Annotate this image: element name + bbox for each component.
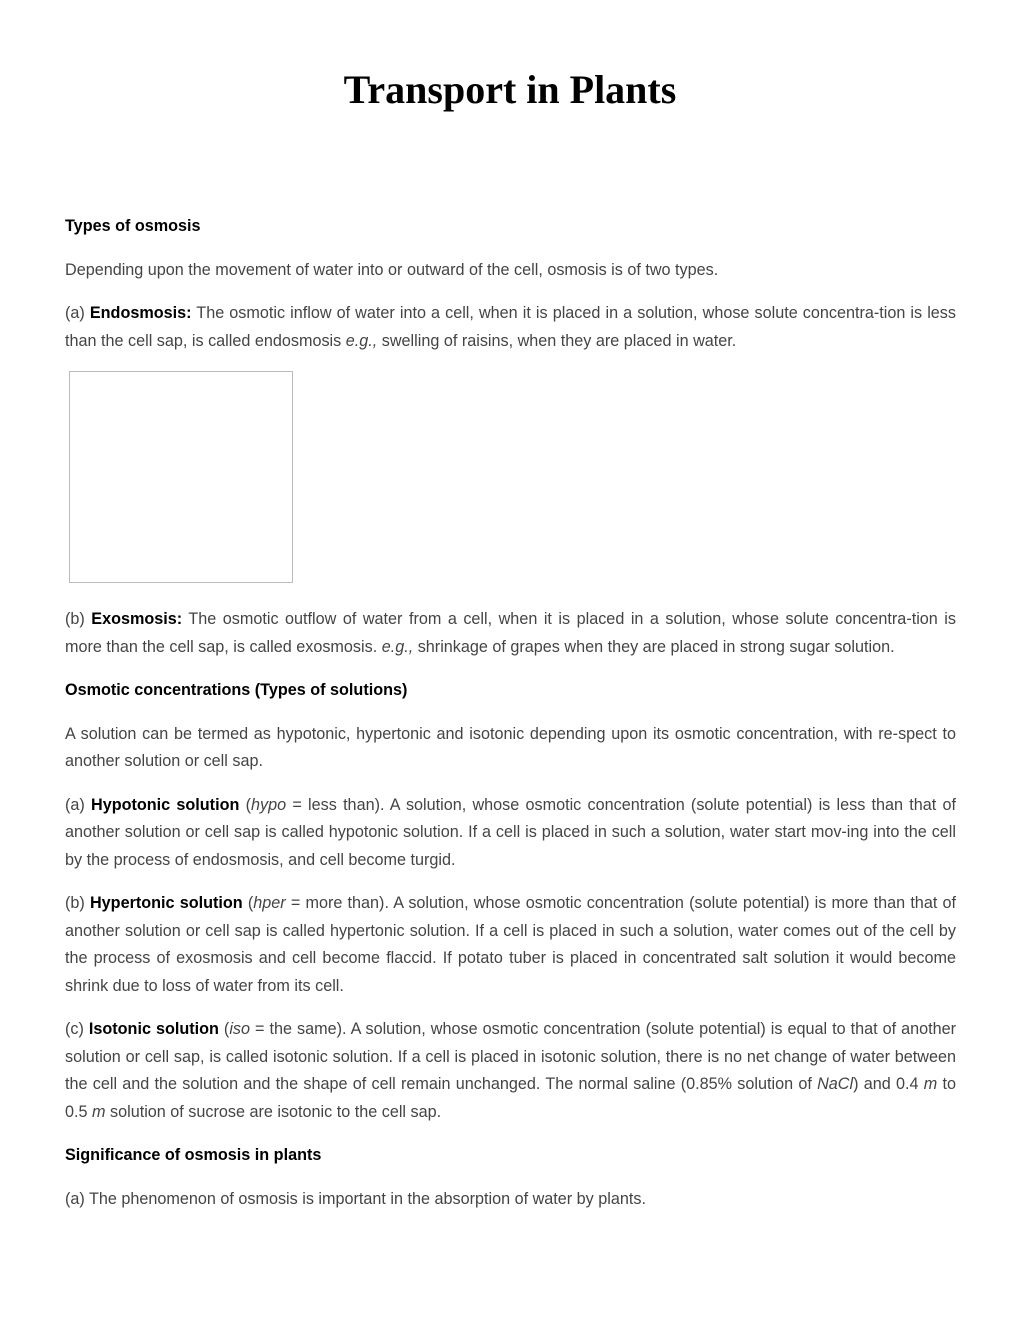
italic-text: e.g.,	[345, 331, 378, 350]
text-run: (	[242, 894, 254, 912]
italic-text: iso	[229, 1020, 251, 1038]
term: Exosmosis:	[91, 610, 183, 628]
text-run: (	[218, 1020, 230, 1038]
section-heading: Types of osmosis	[65, 217, 201, 235]
term: Isotonic solution	[88, 1020, 219, 1038]
term: Endosmosis:	[89, 304, 192, 322]
term: Hypertonic solution	[89, 894, 243, 912]
text-run: = the same). A solution, whose osmotic concentration (solute potential) is equal to that of another solution or cell sap, is called isotonic solution. If a cell is placed in isotonic solution, there is no net change of water between the cell and the solution and the shape of cell remain unchanged. The normal saline (0.85% solution of	[65, 1020, 957, 1093]
text-run: (	[239, 795, 251, 814]
term: Hypotonic solution	[91, 795, 240, 814]
text-run: (a) The phenomenon of osmosis is important in the absorption of water by plants.	[65, 1189, 646, 1208]
document-body	[65, 213, 956, 1229]
page-title: Transport in Plants	[343, 67, 677, 112]
paragraph	[65, 721, 956, 776]
paragraph	[65, 257, 956, 285]
text-run: (b)	[65, 610, 92, 628]
text-run: The osmotic inflow of water into a cell, when it is placed in a solution, whose solute concentra-tion is less than the cell sap, is called endosmosis	[65, 304, 956, 350]
italic-text: NaCl	[817, 1075, 854, 1093]
figure-placeholder	[69, 371, 293, 583]
italic-text: m	[92, 1102, 106, 1121]
paragraph	[65, 606, 956, 661]
paragraph	[65, 1016, 956, 1126]
text-run: Depending upon the movement of water into or outward of the cell, osmosis is of two types.	[65, 260, 719, 279]
italic-text: e.g.,	[381, 637, 414, 656]
italic-text: hypo	[251, 795, 287, 814]
paragraph	[65, 890, 956, 1000]
text-run: solution of sucrose are isotonic to the cell sap.	[105, 1102, 442, 1121]
section-heading: Significance of osmosis in plants	[65, 1146, 322, 1164]
text-run: ) and 0.4	[853, 1075, 924, 1093]
text-run: (a)	[65, 304, 90, 322]
text-run: to 0.5	[65, 1075, 957, 1121]
paragraph	[65, 300, 956, 355]
italic-text: m	[923, 1075, 938, 1093]
paragraph	[65, 792, 956, 875]
italic-text: hper	[253, 894, 286, 912]
text-run: = less than). A solution, whose osmotic concentration (solute potential) is less than that of another solution or cell sap is called hypotonic solution. If a cell is placed in such a solution, water start mov-ing into the cell by the process of endosmosis, and cell become turgid.	[65, 795, 957, 869]
text-run: swelling of raisins, when they are placed in water.	[377, 331, 737, 350]
text-run: (b)	[65, 894, 90, 912]
text-run: The osmotic outflow of water from a cell, when it is placed in a solution, whose solute concentra-tion is more than the cell sap, is called exosmosis.	[65, 610, 956, 656]
text-run: (a)	[65, 795, 92, 814]
text-run: shrinkage of grapes when they are placed in strong sugar solution.	[413, 637, 895, 656]
section-heading: Osmotic concentrations (Types of solutions)	[65, 681, 408, 699]
paragraph	[65, 1186, 956, 1214]
text-run: (c)	[65, 1020, 89, 1038]
text-run: = more than). A solution, whose osmotic concentration (solute potential) is more than that of another solution or cell sap is called hypertonic solution. If a cell is placed in such a solution, water comes out of the cell by the process of exosmosis and cell become flaccid. If potato tuber is placed in concentrated salt solution it would become shrink due to loss of water from its cell.	[65, 894, 957, 995]
text-run: A solution can be termed as hypotonic, hypertonic and isotonic depending upon its osmotic concentration, with re-spect to another solution or cell sap.	[65, 724, 956, 770]
